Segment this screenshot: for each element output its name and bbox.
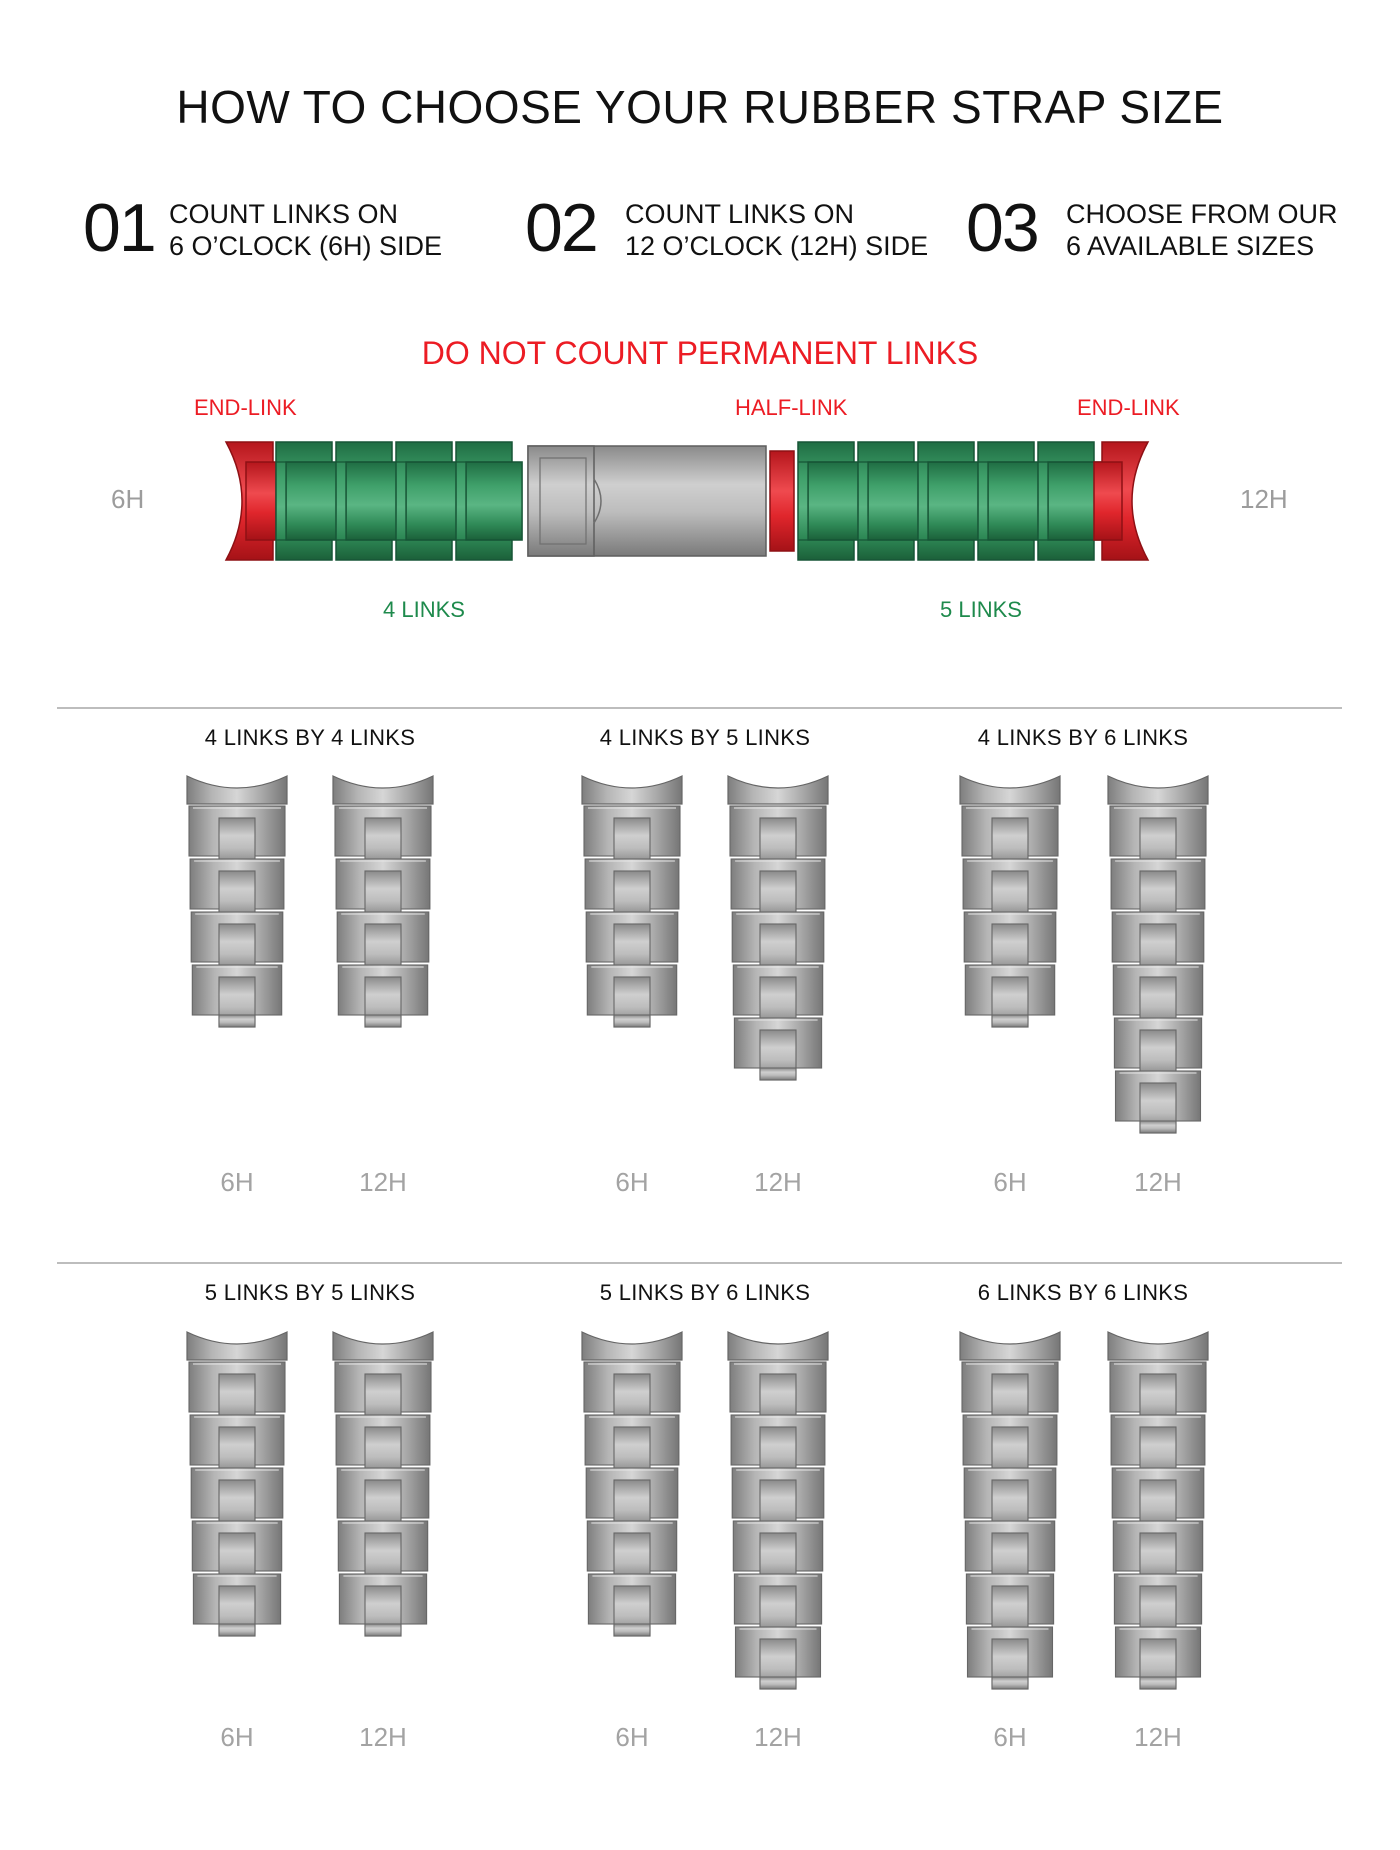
size-12h-label: 12H — [754, 1167, 802, 1197]
end-link-left-label: END-LINK — [194, 395, 297, 420]
link-6h-4 — [456, 442, 522, 560]
step-3-number: 03 — [966, 190, 1038, 266]
size-4-strap-12h — [333, 1332, 433, 1636]
size-6h-label: 6H — [220, 1722, 254, 1752]
link-6h-2 — [336, 442, 402, 560]
size-option-title: 4 LINKS BY 6 LINKS — [977, 725, 1189, 750]
link-12h-2 — [858, 442, 924, 560]
half-link — [770, 451, 794, 551]
size-4-strap-6h-tip — [219, 1624, 255, 1636]
size-6-strap-6h-tip — [992, 1677, 1028, 1689]
size-12h-label: 12H — [359, 1167, 407, 1197]
size-5-strap-12h-tip — [760, 1677, 796, 1689]
half-link-label: HALF-LINK — [735, 395, 848, 420]
size-2-strap-6h-tip — [614, 1015, 650, 1027]
size-12h-label: 12H — [1134, 1722, 1182, 1752]
size-option-title: 4 LINKS BY 5 LINKS — [599, 725, 811, 750]
size-5-strap-12h — [728, 1332, 828, 1689]
clasp — [528, 446, 766, 556]
step-1-line-1: COUNT LINKS ON — [169, 199, 399, 229]
size-6h-label: 6H — [615, 1722, 649, 1752]
size-5-strap-6h-tip — [614, 1624, 650, 1636]
step-3-line-2: 6 AVAILABLE SIZES — [1066, 231, 1315, 261]
size-2-strap-12h — [728, 776, 828, 1080]
links-count-12h-label: 5 LINKS — [940, 597, 1022, 622]
size-3-strap-12h-tip — [1140, 1121, 1176, 1133]
size-3-strap-6h-tip — [992, 1015, 1028, 1027]
step-1-line-2: 6 O’CLOCK (6H) SIDE — [169, 231, 443, 261]
size-option-title: 4 LINKS BY 4 LINKS — [204, 725, 416, 750]
size-1-strap-12h — [333, 776, 433, 1027]
separator-rule-2 — [57, 1262, 1342, 1264]
end-link-left — [226, 442, 276, 560]
side-label-12h: 12H — [1240, 484, 1288, 514]
links-count-6h-label: 4 LINKS — [383, 597, 465, 622]
end-link-right-label: END-LINK — [1077, 395, 1180, 420]
permanent-links-warning: DO NOT COUNT PERMANENT LINKS — [421, 335, 979, 371]
step-2-line-2: 12 O’CLOCK (12H) SIDE — [625, 231, 929, 261]
size-3-strap-12h — [1108, 776, 1208, 1133]
size-4-strap-12h-tip — [365, 1624, 401, 1636]
size-option-title: 6 LINKS BY 6 LINKS — [977, 1280, 1189, 1305]
size-option-title: 5 LINKS BY 5 LINKS — [204, 1280, 416, 1305]
step-1-number: 01 — [83, 190, 155, 266]
size-1-strap-12h-tip — [365, 1015, 401, 1027]
end-link-right — [1094, 442, 1148, 560]
side-label-6h: 6H — [111, 484, 145, 514]
size-6-strap-6h — [960, 1332, 1060, 1689]
size-2-strap-6h — [582, 776, 682, 1027]
size-6h-label: 6H — [993, 1722, 1027, 1752]
step-3-line-1: CHOOSE FROM OUR — [1066, 199, 1338, 229]
size-5-strap-6h — [582, 1332, 682, 1636]
size-4-strap-6h — [187, 1332, 287, 1636]
size-6h-label: 6H — [993, 1167, 1027, 1197]
link-12h-1 — [798, 442, 864, 560]
size-3-strap-6h — [960, 776, 1060, 1027]
size-6-strap-12h-tip — [1140, 1677, 1176, 1689]
step-2-line-1: COUNT LINKS ON — [625, 199, 855, 229]
link-6h-3 — [396, 442, 462, 560]
size-1-strap-6h — [187, 776, 287, 1027]
page-title: HOW TO CHOOSE YOUR RUBBER STRAP SIZE — [176, 81, 1224, 133]
size-12h-label: 12H — [754, 1722, 802, 1752]
size-12h-label: 12H — [359, 1722, 407, 1752]
link-12h-4 — [978, 442, 1044, 560]
size-1-strap-6h-tip — [219, 1015, 255, 1027]
link-6h-1 — [276, 442, 342, 560]
step-2-number: 02 — [525, 190, 597, 266]
size-2-strap-12h-tip — [760, 1068, 796, 1080]
link-12h-3 — [918, 442, 984, 560]
size-6-strap-12h — [1108, 1332, 1208, 1689]
size-6h-label: 6H — [615, 1167, 649, 1197]
size-option-title: 5 LINKS BY 6 LINKS — [599, 1280, 811, 1305]
separator-rule-1 — [57, 707, 1342, 709]
size-6h-label: 6H — [220, 1167, 254, 1197]
size-12h-label: 12H — [1134, 1167, 1182, 1197]
